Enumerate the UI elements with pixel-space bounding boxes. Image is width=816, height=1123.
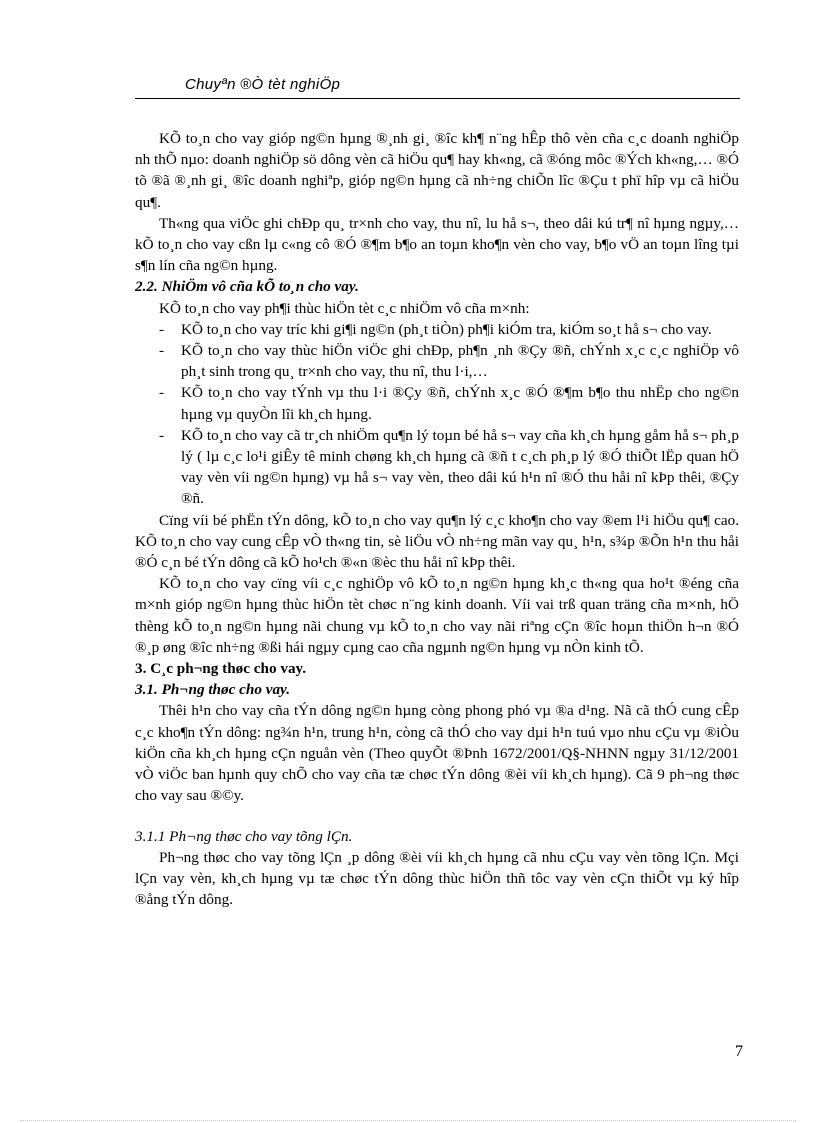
duties-list — [135, 319, 739, 510]
bullet-dash: - — [159, 320, 165, 338]
document-header-title: Chuyªn ®Ò tèt nghiÖp — [185, 76, 341, 93]
paragraph-4: Cïng víi bé phËn tÝn dông, kÕ to¸n cho vay qu¶n lý c¸c kho¶n cho vay ®em l¹i hiÖu qu¶ cao. KÕ to¸n cho vay cung cÊp vÒ th«ng tin, sè liÖu vÒ nh÷ng mãn vay qu¸ h¹n, s¾p ®Õn h¹n thu håi ®Ó c¸n bé tÝn dông cã kÕ ho¹ch ®«n ®èc thu håi nî kÞp thêi. — [135, 511, 739, 572]
paragraph-3: KÕ to¸n cho vay ph¶i thùc hiÖn tèt c¸c nhiÖm vô cña m×nh: — [159, 299, 530, 317]
paragraph-1: KÕ to¸n cho vay gióp ng©n hµng ®¸nh gi¸ ®îc kh¶ n¨ng hÊp thô vèn cña c¸c doanh nghiÖp nh thÕ nµo: doanh nghiÖp sö dông vèn cã hiÖu qu¶ hay kh«ng, cã ®óng môc ®Ých kh«ng,… ®Ó tõ ®ã ®¸nh gi¸ ®îc doanh nghiªp, gióp ng©n hµng cã nh÷ng chiÕn lîc ®Çu t phï hîp vµ cã hiÖu qu¶. — [135, 130, 739, 211]
list-item — [135, 382, 739, 424]
paragraph-6: Thêi h¹n cho vay cña tÝn dông ng©n hµng còng phong phó vµ ®a d¹ng. Nã cã thÓ cung cÊp c¸c kho¶n tÝn dông: ng¾n h¹n, trung h¹n, còng cã thÓ cho vay dµi h¹n tuú vµo nhu cÇu vµ ®iÒu kiÖn cña kh¸ch hµng cÇn nguån vèn (Theo quyÕt ®Þnh 1672/2001/Q§-NHNN ngµy 31/12/2001 vÒ viÖc ban hµnh quy chÕ cho vay cña tæ chøc tÝn dông ®èi víi kh¸ch hµng). Cã 9 ph¬ng thøc cho vay sau ®©y. — [135, 702, 739, 805]
section-heading-2-2: 2.2. NhiÖm vô cña kÕ to¸n cho vay. — [135, 278, 359, 296]
page-body — [135, 128, 739, 910]
bullet-dash: - — [159, 384, 165, 402]
list-item-text: KÕ to¸n cho vay thùc hiÖn viÖc ghi chÐp, ph¶n ¸nh ®Çy ®ñ, chÝnh x¸c c¸c nghiÖp vô ph¸t sinh trong qu¸ tr×nh cho vay, thu nî, thu l·i,… — [181, 342, 739, 381]
bullet-dash: - — [159, 342, 165, 360]
section-heading-3-1-1: 3.1.1 Ph¬ng thøc cho vay tõng lÇn. — [135, 827, 353, 845]
paragraph-5: KÕ to¸n cho vay cïng víi c¸c nghiÖp vô kÕ to¸n ng©n hµng kh¸c th«ng qua ho¹t ®éng cña m×nh gióp ng©n hµng thùc hiÖn tèt chøc n¨ng kinh doanh. Víi vai trß quan träng cña m×nh, hÖ thèng kÕ to¸n ng©n hµng nãi chung vµ kÕ to¸n cho vay nãi riªng cÇn ®îc hoµn thiÖn h¬n ®Ó ®¸p øng ®îc nh÷ng ®ßi hái ngµy cµng cao cña ngµnh ng©n hµng vµ nÒn kinh tÕ. — [135, 575, 739, 656]
list-item — [135, 425, 739, 510]
list-item — [135, 319, 739, 340]
paragraph-2: Th«ng qua viÖc ghi chÐp qu¸ tr×nh cho vay, thu nî, lu hå s¬, theo dâi kú tr¶ nî hµng ngµy,… kÕ to¸n cho vay cßn lµ c«ng cô ®Ó ®¶m b¶o an toµn kho¶n vèn cho vay, b¶o vÖ an toµn lîng tµi s¶n lín cña ng©n hµng. — [135, 214, 739, 275]
section-heading-3: 3. C¸c ph¬ng thøc cho vay. — [135, 660, 307, 678]
list-item — [135, 340, 739, 382]
bullet-dash: - — [159, 426, 165, 444]
paragraph-7: Ph¬ng thøc cho vay tõng lÇn ¸p dông ®èi víi kh¸ch hµng cã nhu cÇu vay vèn tõng lÇn. Mçi lÇn vay vèn, kh¸ch hµng vµ tæ chøc tÝn dông thùc hiÖn thñ tôc vay vèn cÇn thiÕt vµ ký hîp ®ång tÝn dông. — [135, 848, 739, 909]
list-item-text: KÕ to¸n cho vay cã tr¸ch nhiÖm qu¶n lý toµn bé hå s¬ vay cña kh¸ch hµng gåm hå s¬ ph¸p lý ( lµ c¸c lo¹i giÊy tê minh chøng kh¸ch hµng cã ®ñ t c¸ch ph¸p lý ®Ó thiÕt lËp quan hÖ vay vèn víi ng©n hµng) vµ hå s¬ vay vèn, theo dâi kú h¹n nî ®Ó thu håi nî kÞp thêi, ®Çy ®ñ. — [181, 426, 739, 508]
section-heading-3-1: 3.1. Ph¬ng thøc cho vay. — [135, 681, 291, 699]
page-bottom-dotted-border — [20, 1120, 796, 1121]
page-number: 7 — [735, 1043, 743, 1060]
header-rule — [135, 98, 740, 99]
list-item-text: KÕ to¸n cho vay tríc khi gi¶i ng©n (ph¸t tiÒn) ph¶i kiÓm tra, kiÓm so¸t hå s¬ cho vay. — [181, 320, 712, 338]
list-item-text: KÕ to¸n cho vay tÝnh vµ thu l·i ®Çy ®ñ, chÝnh x¸c ®Ó ®¶m b¶o thu nhËp cho ng©n hµng vµ quyÒn lîi kh¸ch hµng. — [181, 384, 739, 423]
